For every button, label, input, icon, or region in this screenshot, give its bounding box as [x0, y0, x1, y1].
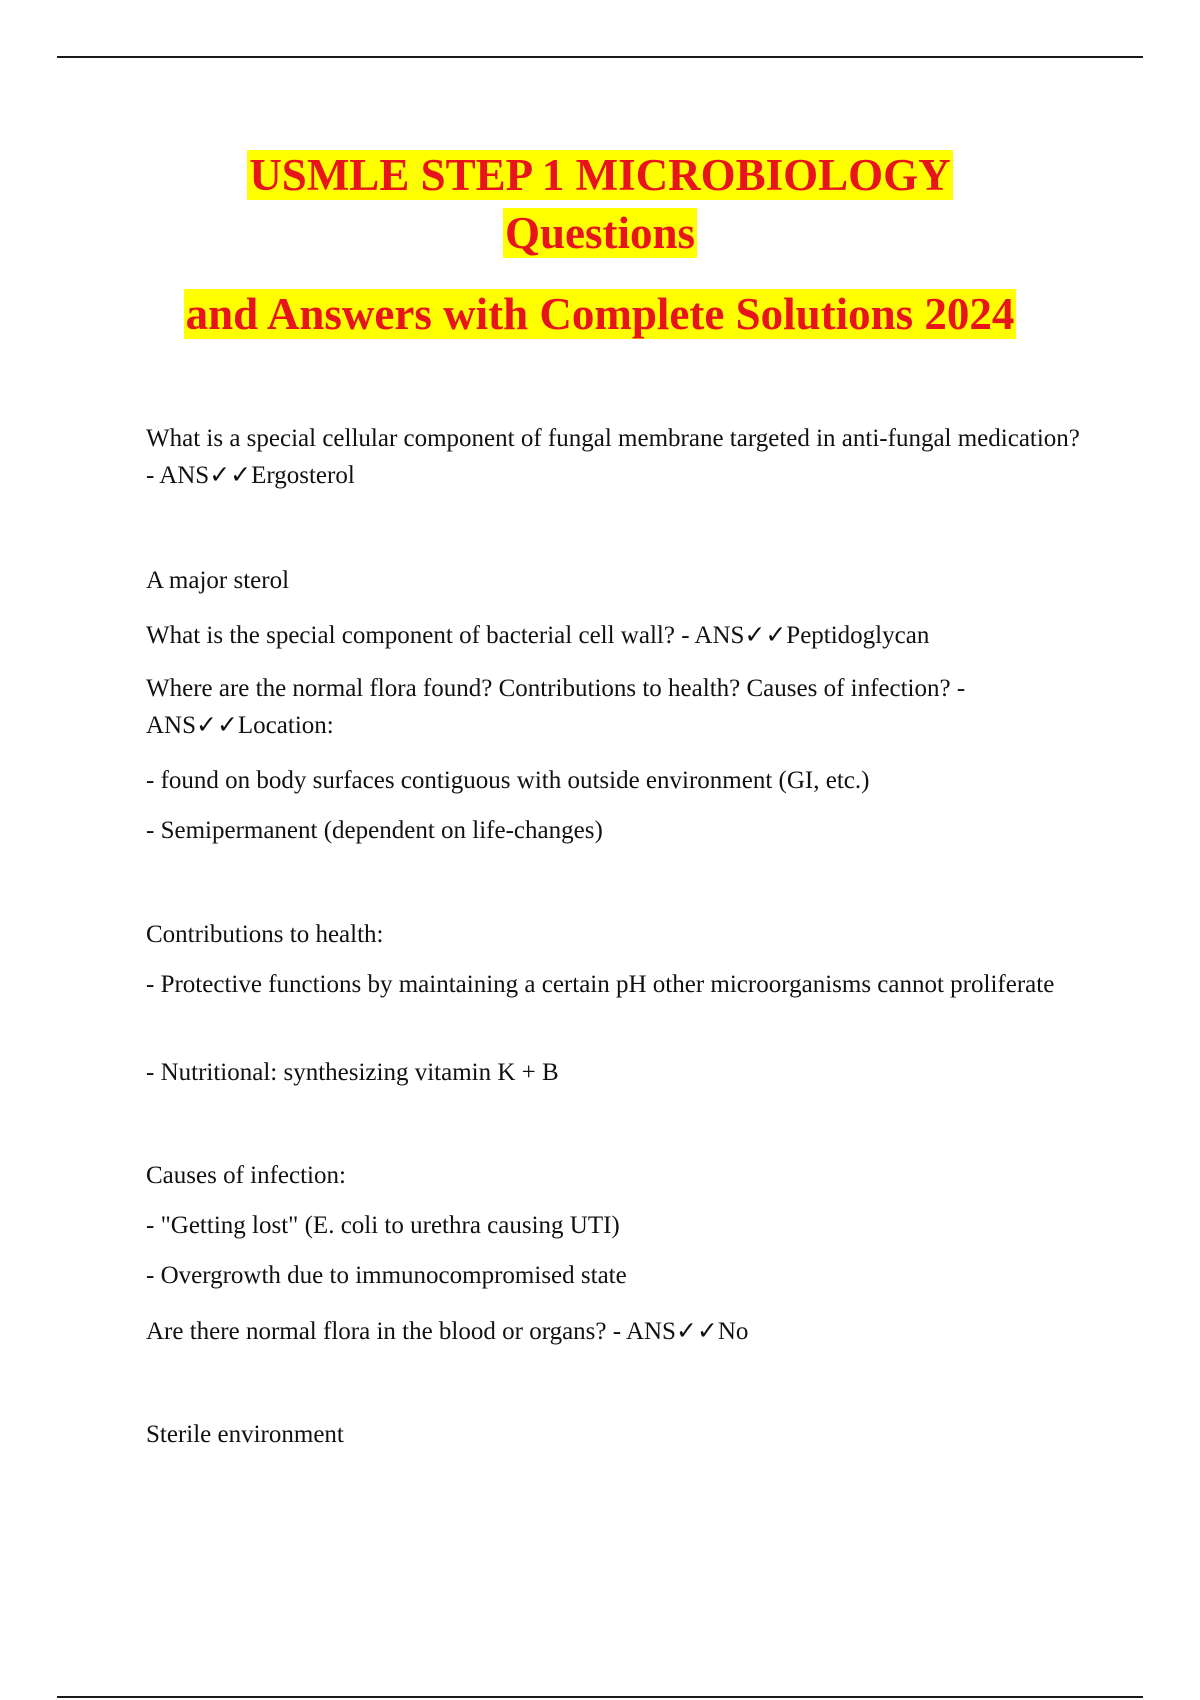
bottom-rule — [57, 1696, 1143, 1698]
contributions-point-2: - Nutritional: synthesizing vitamin K + B — [146, 1059, 559, 1086]
causes-heading: Causes of infection: — [146, 1162, 346, 1189]
question-ergosterol: What is a special cellular component of fungal membrane targeted in anti-fungal medication? - ANS✓✓Ergosterol — [146, 425, 1080, 489]
location-point-2: - Semipermanent (dependent on life-changes) — [146, 817, 603, 844]
causes-point-2: - Overgrowth due to immunocompromised state — [146, 1262, 627, 1289]
answer-note-sterile: Sterile environment — [146, 1421, 344, 1448]
top-rule — [57, 56, 1143, 58]
answer-note-major-sterol: A major sterol — [146, 567, 290, 594]
title-line-3: and Answers with Complete Solutions 2024 — [185, 289, 1015, 339]
contributions-heading: Contributions to health: — [146, 921, 384, 948]
location-point-1: - found on body surfaces contiguous with outside environment (GI, etc.) — [146, 767, 870, 794]
document-title — [0, 146, 1200, 343]
question-peptidoglycan: What is the special component of bacterial cell wall? - ANS✓✓Peptidoglycan — [146, 622, 930, 649]
contributions-point-1: - Protective functions by maintaining a certain pH other microorganisms cannot proliferate — [146, 971, 1055, 998]
causes-point-1: - "Getting lost" (E. coli to urethra causing UTI) — [146, 1212, 620, 1239]
question-normal-flora: Where are the normal flora found? Contributions to health? Causes of infection? - ANS✓✓Location: — [146, 675, 966, 739]
question-blood-organs: Are there normal flora in the blood or organs? - ANS✓✓No — [146, 1318, 749, 1345]
title-line-2: Questions — [504, 208, 696, 258]
title-line-1: USMLE STEP 1 MICROBIOLOGY — [249, 150, 951, 200]
